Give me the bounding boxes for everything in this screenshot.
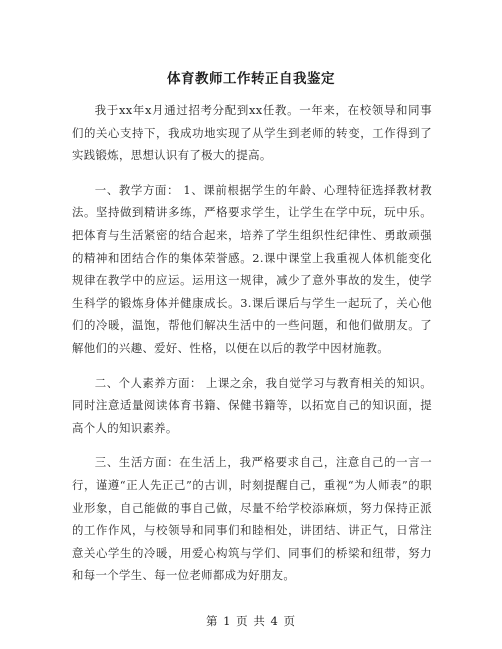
- paragraph-personal-quality: 二、个人素养方面： 上课之余，我自觉学习与教育相关的知识。同时注意适量阅读体育书籍、保健书籍等，以拓宽自己的知识面，提高个人的知识素养。: [72, 375, 432, 435]
- paragraph-intro: 我于xx年x月通过招考分配到xx任教。一年来，在校领导和同事们的关心支持下，我成功地实现了从学生到老师的转变，工作得到了实践锻炼，思想认识有了极大的提高。: [72, 103, 432, 163]
- document-body: [72, 99, 432, 599]
- paragraph-life: 三、生活方面：在生活上，我严格要求自己，注意自己的一言一行，谨遵“正人先正己”的古训，时刻提醒自己，重视“为人师表”的职业形象，自己能做的事自己做，尽量不给学校添麻烦，努力保持正派的工作作风，与校领导和同事们和睦相处，讲团结、讲正气，日常注意关心学生的冷暖，用爱心构筑与学们、同事们的桥梁和纽带，努力和每一个学生、每一位老师都成为好朋友。: [72, 455, 432, 583]
- document-title: 体育教师工作转正自我鉴定: [167, 71, 335, 87]
- page-number-footer: 第 1 页 共 4 页: [206, 614, 296, 628]
- paragraph-teaching: 一、教学方面： 1、课前根据学生的年龄、心理特征选择教材教法。坚持做到精讲多练，严格要求学生，让学生在学中玩，玩中乐。把体育与生活紧密的结合起来，培养了学生组织性纪律性、勇敢顽强的精神和团结合作的集体荣誉感。2.课中课堂上我重视人体机能变化规律在教学中的应运。运用这一规律，减少了意外事故的发生，使学生科学的锻炼身体并健康成长。3.课后课后与学生一起玩了，关心他们的冷暖，温饱，帮他们解决生活中的一些问题，和他们做朋友。了解他们的兴趣、爱好、性格，以便在以后的教学中因材施教。: [72, 182, 432, 355]
